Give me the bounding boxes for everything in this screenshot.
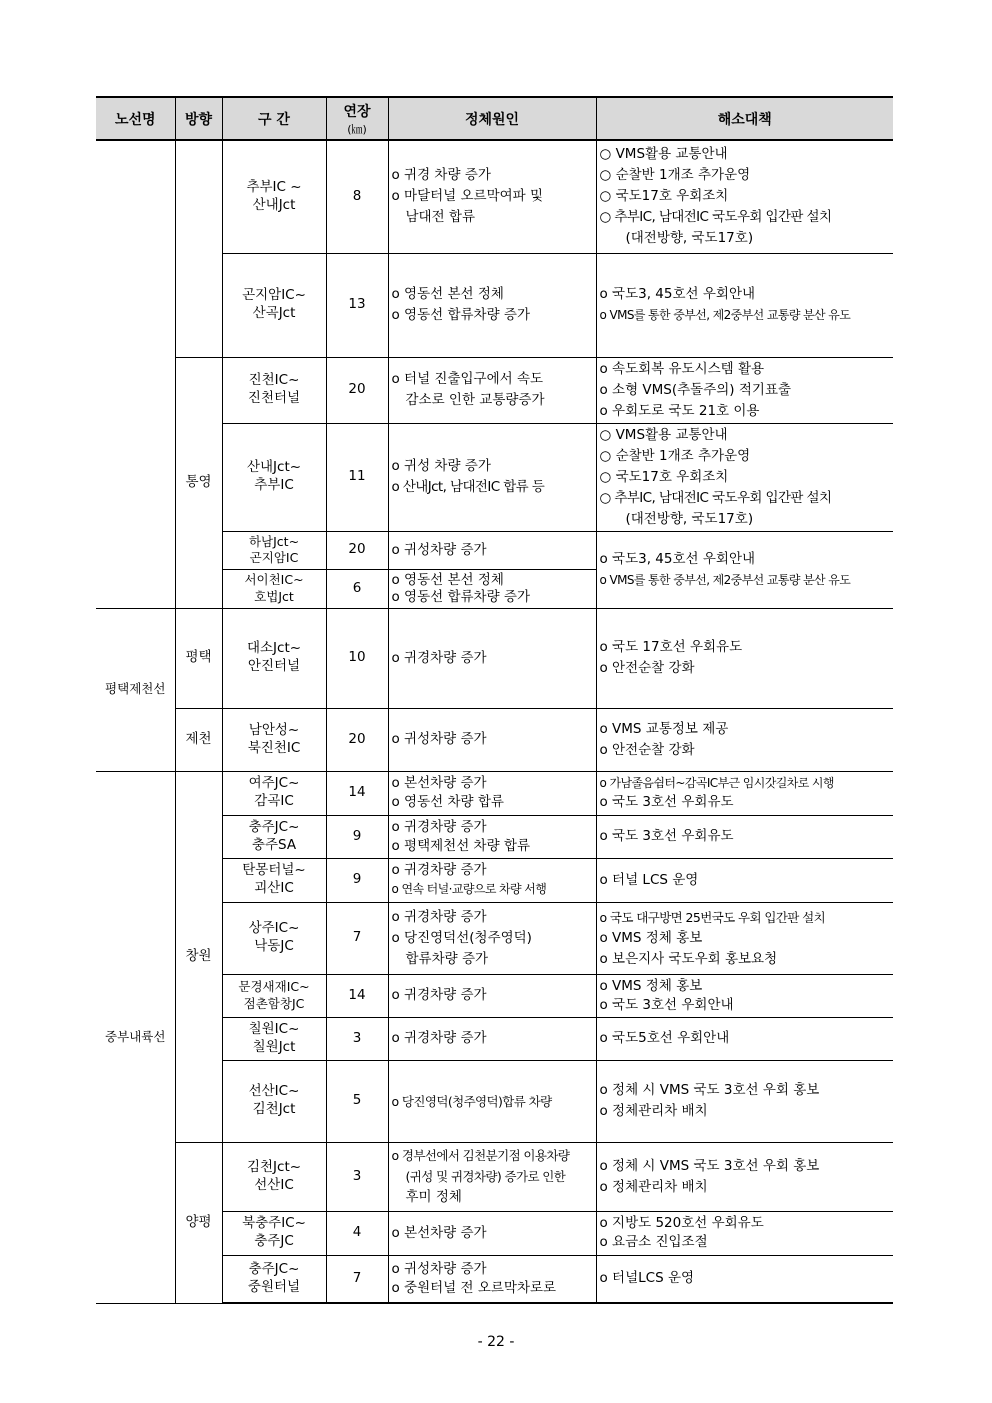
length-cell: 20 (326, 357, 388, 423)
section-cell (222, 771, 326, 815)
cause-cell (388, 771, 596, 815)
measure-line: ○ 순찰반 1개조 추가운영 (599, 447, 751, 464)
measure-line: o 소형 VMS(추돌주의) 적기표출 (599, 381, 792, 398)
length-cell: 9 (326, 858, 388, 902)
cause-line: o 귀성차량 증가 (391, 731, 487, 747)
cause-cell (388, 1142, 596, 1211)
route-cell (96, 140, 175, 608)
length-cell: 8 (326, 140, 388, 253)
length-cell: 5 (326, 1060, 388, 1142)
length-cell: 7 (326, 902, 388, 974)
cause-line: o 평택제천선 차량 합류 (391, 837, 531, 854)
measure-line: o 속도회복 유도시스템 활용 (599, 360, 765, 377)
section-from: 탄몽터널~ (242, 862, 306, 879)
section-to: 산내Jct (252, 196, 296, 213)
cause-line: o 귀경차량 증가 (391, 818, 487, 835)
measure-line: o VMS 정체 홍보 (599, 977, 703, 994)
section-from: 추부IC ~ (246, 179, 302, 196)
table-row (96, 140, 893, 253)
measure-cell (596, 815, 893, 858)
section-from: 충주JC~ (248, 1261, 300, 1278)
cause-line: o 연속 터널·교량으로 차량 서행 (391, 882, 547, 896)
section-cell (222, 1060, 326, 1142)
measure-line: o 지방도 520호선 우회유도 (599, 1215, 764, 1231)
section-from: 진천IC~ (248, 372, 300, 389)
section-to: 김천Jct (252, 1101, 296, 1117)
measure-line: o 안전순찰 강화 (599, 660, 695, 676)
cause-line: o 영동선 본선 정체 (391, 286, 504, 302)
length-cell: 3 (326, 1017, 388, 1060)
section-from: 상주IC~ (248, 920, 300, 937)
measure-line: o 국도 대구방면 25번국도 우회 입간판 설치 (599, 909, 826, 925)
cause-line: o 귀성차량 증가 (391, 541, 487, 558)
cause-line: (귀성 및 귀경차량) 증가로 인한 (405, 1169, 566, 1184)
measure-line: o 국도 3호선 우회안내 (599, 996, 734, 1013)
section-from: 선산IC~ (248, 1083, 300, 1100)
section-cell (222, 858, 326, 902)
header-length-label: 연장 (343, 103, 371, 120)
section-from: 여주JC~ (248, 775, 300, 792)
measure-line: ○ 국도17호 우회조치 (599, 468, 729, 485)
direction-cell (175, 140, 222, 357)
section-to: 칠원Jct (252, 1038, 296, 1055)
section-cell (222, 1255, 326, 1303)
section-cell (222, 1017, 326, 1060)
section-cell (222, 140, 326, 253)
measure-line: o 국도 3호선 우회유도 (599, 828, 734, 844)
measure-cell (596, 858, 893, 902)
cause-line: o 당진영덕선(청주영덕) (391, 929, 532, 946)
cause-line: o 터널 진출입구에서 속도 (391, 371, 544, 387)
header-length (326, 97, 388, 140)
length-cell: 20 (326, 708, 388, 771)
length-cell: 9 (326, 815, 388, 858)
cause-line: o 중원터널 전 오르막차로로 (391, 1279, 557, 1296)
length-cell: 20 (326, 531, 388, 569)
cause-cell (388, 253, 596, 357)
header-direction: 방향 (175, 97, 222, 140)
measure-cell (596, 531, 893, 608)
section-to: 곤지암IC (249, 550, 299, 565)
measure-line: o 터널LCS 운영 (599, 1270, 695, 1287)
measure-cell (596, 1017, 893, 1060)
section-to: 안진터널 (247, 658, 301, 674)
cause-cell (388, 531, 596, 569)
direction-cell: 창원 (175, 771, 222, 1142)
measure-cell (596, 1142, 893, 1211)
measure-line: o VMS 교통정보 제공 (599, 720, 729, 737)
cause-line: o 영동선 합류차량 증가 (391, 307, 531, 323)
section-from: 김천Jct~ (246, 1158, 302, 1175)
cause-cell (388, 608, 596, 708)
cause-line: 남대전 합류 (405, 209, 475, 226)
length-cell: 14 (326, 771, 388, 815)
cause-line: o 귀성 차량 증가 (391, 458, 491, 474)
measure-line: o 국도 17호선 우회유도 (599, 639, 743, 655)
section-cell (222, 1211, 326, 1255)
direction-cell: 평택 (175, 608, 222, 708)
measure-line: o 정체관리차 배치 (599, 1178, 708, 1195)
section-cell (222, 253, 326, 357)
length-cell: 6 (326, 569, 388, 608)
cause-line: o 귀경차량 증가 (391, 1030, 487, 1046)
cause-cell (388, 569, 596, 608)
direction-cell: 통영 (175, 357, 222, 608)
measure-cell (596, 140, 893, 253)
measure-cell (596, 902, 893, 974)
measure-line: o 정체관리차 배치 (599, 1103, 708, 1119)
cause-cell (388, 815, 596, 858)
section-to: 괴산IC (254, 880, 294, 896)
measure-line: o 가남졸음쉼터~감곡IC부근 임시갓길차로 시행 (599, 776, 834, 790)
section-cell (222, 1142, 326, 1211)
table-row (96, 1142, 893, 1211)
route-cell: 중부내륙선 (96, 771, 175, 1303)
measure-cell (596, 1211, 893, 1255)
table-row (96, 608, 893, 708)
section-from: 남안성~ (248, 721, 300, 738)
section-from: 하남Jct~ (248, 533, 300, 549)
header-section: 구 간 (222, 97, 326, 140)
cause-line: 합류차량 증가 (405, 950, 489, 967)
header-route: 노선명 (96, 97, 175, 140)
section-from: 북충주IC~ (242, 1215, 306, 1232)
measure-line: o 안전순찰 강화 (599, 741, 695, 758)
measure-line: o 요금소 진입조절 (599, 1234, 708, 1250)
measure-line: ○ 국도17호 우회조치 (599, 188, 729, 205)
cause-line: o 마달터널 오르막여파 및 (391, 188, 544, 205)
measure-line: o 정체 시 VMS 국도 3호선 우회 홍보 (599, 1157, 820, 1174)
cause-line: o 귀경차량 증가 (391, 908, 487, 925)
table-row (96, 771, 893, 815)
measure-line: o 보은지사 국도우회 홍보요청 (599, 950, 778, 967)
section-cell (222, 357, 326, 423)
measure-line: ○ 순찰반 1개조 추가운영 (599, 167, 751, 184)
section-to: 추부IC (254, 477, 294, 493)
measure-line: o VMS를 통한 중부선, 제2중부선 교통량 분산 유도 (599, 572, 851, 587)
header-measure: 해소대책 (596, 97, 893, 140)
section-to: 충주JC (254, 1233, 294, 1249)
measure-cell (596, 708, 893, 771)
section-to: 호법Jct (254, 588, 294, 604)
measure-line: o VMS를 통한 중부선, 제2중부선 교통량 분산 유도 (599, 308, 851, 322)
measure-line: o 국도3, 45호선 우회안내 (599, 286, 756, 302)
cause-cell (388, 902, 596, 974)
cause-line: o 산내Jct, 남대전IC 합류 등 (391, 479, 545, 495)
length-cell: 4 (326, 1211, 388, 1255)
section-to: 감곡IC (254, 793, 294, 809)
cause-line: o 귀경차량 증가 (391, 862, 487, 878)
cause-cell (388, 708, 596, 771)
header-row (96, 97, 893, 140)
section-from: 서이천IC~ (244, 572, 304, 588)
cause-line: o 경부선에서 김천분기점 이용차량 (391, 1148, 570, 1163)
cause-cell (388, 140, 596, 253)
cause-line: o 영동선 합류차량 증가 (391, 588, 531, 605)
measure-line: (대전방향, 국도17호) (625, 230, 754, 247)
measure-line: o 국도5호선 우회안내 (599, 1030, 730, 1046)
section-cell (222, 569, 326, 608)
measure-line: o 우회도로 국도 21호 이용 (599, 402, 760, 419)
measure-line: o 터널 LCS 운영 (599, 871, 699, 888)
measure-line: ○ 추부IC, 남대전IC 국도우회 입간판 설치 (599, 489, 832, 506)
header-cause: 정체원인 (388, 97, 596, 140)
cause-line: o 영동선 차량 합류 (391, 794, 504, 810)
section-cell (222, 815, 326, 858)
cause-cell (388, 423, 596, 531)
length-cell: 7 (326, 1255, 388, 1303)
cause-line: o 영동선 본선 정체 (391, 571, 504, 588)
measure-cell (596, 357, 893, 423)
section-cell (222, 974, 326, 1017)
measure-line: ○ VMS활용 교통안내 (599, 426, 728, 443)
section-to: 중원터널 (247, 1278, 301, 1295)
length-cell: 10 (326, 608, 388, 708)
cause-line: o 귀경 차량 증가 (391, 167, 491, 184)
route-cell: 평택제천선 (96, 608, 175, 771)
section-from: 칠원IC~ (248, 1020, 300, 1037)
cause-cell (388, 357, 596, 423)
measure-cell (596, 1060, 893, 1142)
page-number: - 22 - (477, 1334, 515, 1350)
cause-cell (388, 1255, 596, 1303)
measure-cell (596, 253, 893, 357)
length-cell: 11 (326, 423, 388, 531)
cause-line: 감소로 인한 교통량증가 (405, 392, 545, 408)
cause-cell (388, 1017, 596, 1060)
table-row (96, 357, 893, 423)
traffic-table (96, 96, 893, 1304)
length-cell: 3 (326, 1142, 388, 1211)
section-from: 문경새재IC~ (238, 979, 310, 995)
header-length-unit: (㎞) (347, 122, 367, 136)
measure-line: ○ 추부IC, 남대전IC 국도우회 입간판 설치 (599, 209, 832, 226)
cause-cell (388, 974, 596, 1017)
section-to: 선산IC (254, 1176, 294, 1193)
measure-line: (대전방향, 국도17호) (625, 510, 754, 527)
cause-line: o 본선차량 증가 (391, 1224, 487, 1241)
section-to: 북진천IC (247, 739, 301, 756)
cause-line: o 귀경차량 증가 (391, 987, 487, 1003)
measure-cell (596, 1255, 893, 1303)
section-to: 낙동JC (254, 938, 294, 954)
cause-line: o 당진영덕(청주영덕)합류 차량 (391, 1093, 552, 1109)
measure-cell (596, 974, 893, 1017)
section-cell (222, 423, 326, 531)
section-cell (222, 531, 326, 569)
section-from: 대소Jct~ (246, 640, 302, 657)
section-cell (222, 608, 326, 708)
section-to: 산곡Jct (252, 305, 296, 321)
measure-line: o 국도 3호선 우회유도 (599, 794, 734, 810)
cause-line: o 귀경차량 증가 (391, 649, 487, 666)
measure-line: o 정체 시 VMS 국도 3호선 우회 홍보 (599, 1082, 820, 1098)
cause-line: 후미 정체 (405, 1189, 462, 1205)
section-from: 산내Jct~ (246, 459, 302, 476)
cause-cell (388, 858, 596, 902)
measure-cell (596, 423, 893, 531)
length-cell: 13 (326, 253, 388, 357)
cause-line: o 본선차량 증가 (391, 775, 487, 791)
section-from: 곤지암IC~ (242, 287, 306, 304)
section-to: 점촌함창JC (243, 995, 305, 1011)
section-to: 충주SA (251, 836, 297, 853)
measure-line: ○ VMS활용 교통안내 (599, 146, 728, 163)
measure-line: o VMS 정체 홍보 (599, 929, 703, 946)
direction-cell: 양평 (175, 1142, 222, 1303)
cause-cell (388, 1211, 596, 1255)
section-cell (222, 902, 326, 974)
section-to: 진천터널 (247, 390, 301, 406)
measure-cell (596, 608, 893, 708)
cause-cell (388, 1060, 596, 1142)
length-cell: 14 (326, 974, 388, 1017)
section-cell (222, 708, 326, 771)
measure-line: o 국도3, 45호선 우회안내 (599, 550, 756, 567)
table-row (96, 708, 893, 771)
direction-cell: 제천 (175, 708, 222, 771)
measure-cell (596, 771, 893, 815)
cause-line: o 귀성차량 증가 (391, 1260, 487, 1277)
section-from: 충주JC~ (248, 818, 300, 835)
